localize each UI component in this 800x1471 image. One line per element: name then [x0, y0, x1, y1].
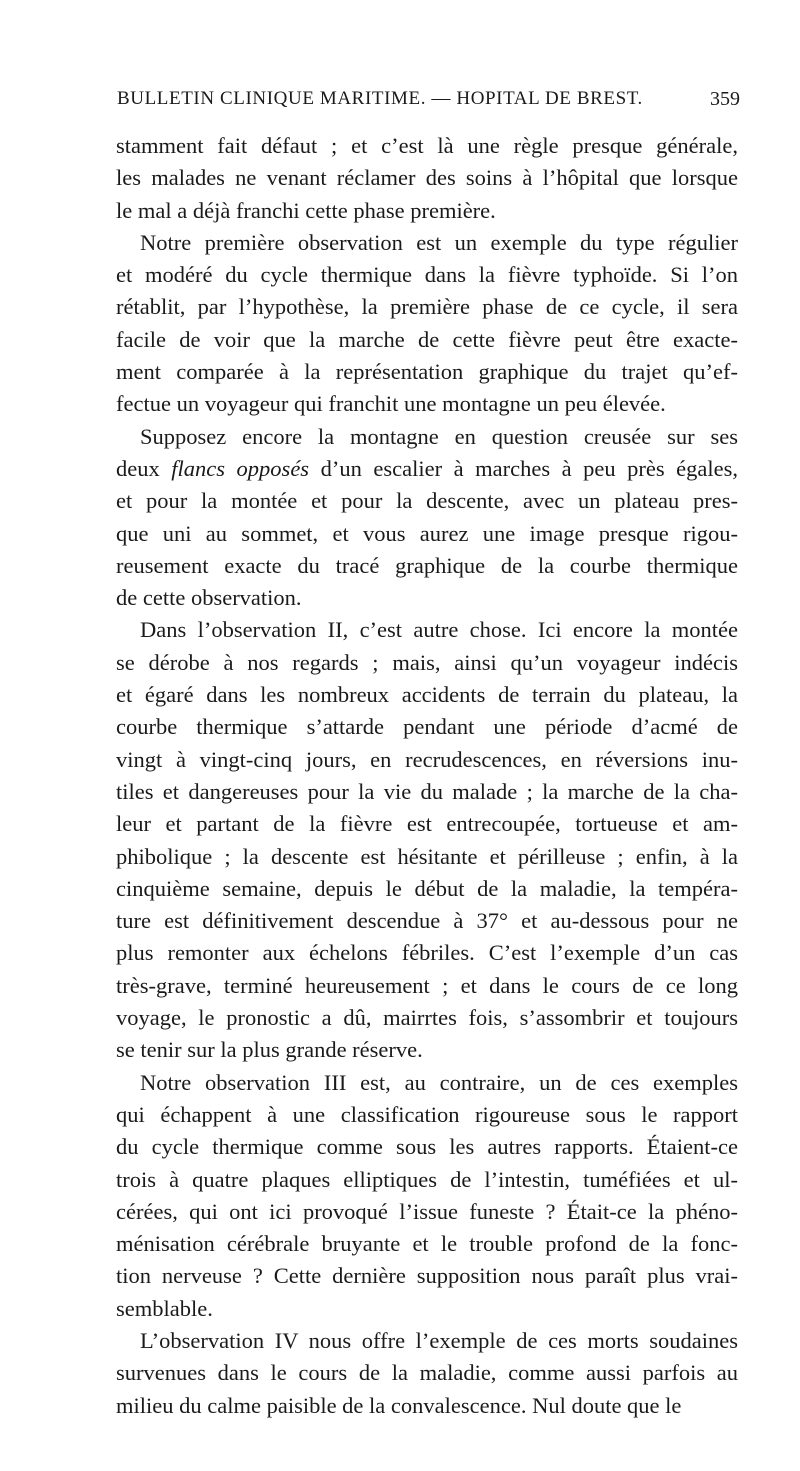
text-line: les malades ne venant réclamer des soins à l’hôpital que lorsque	[116, 165, 738, 191]
text-line: facile de voir que la marche de cette fièvre peut être exacte-	[116, 326, 738, 352]
page-number: 359	[710, 88, 740, 110]
text-line: Notre première observation est un exemple du type régulier	[140, 229, 738, 255]
text-line: de cette observation.	[116, 585, 302, 611]
paragraph	[116, 130, 738, 227]
text-line: courbe thermique s’attarde pendant une période d’acmé de	[116, 714, 738, 740]
text-line: rétablit, par l’hypothèse, la première phase de ce cycle, il sera	[116, 294, 738, 320]
text-line: reusement exacte du tracé graphique de la courbe thermique	[116, 552, 738, 578]
text-line: vingt à vingt-cinq jours, en recrudescences, en réversions inu-	[116, 746, 738, 772]
text-line: et égaré dans les nombreux accidents de terrain du plateau, la	[116, 682, 738, 708]
text-line: survenues dans le cours de la maladie, comme aussi parfois au	[116, 1360, 738, 1386]
text-line: leur et partant de la fièvre est entrecoupée, tortueuse et am-	[116, 811, 738, 837]
running-head: BULLETIN CLINIQUE MARITIME. — HOPITAL DE BREST.	[117, 88, 643, 109]
text-line: phibolique ; la descente est hésitante et périlleuse ; enfin, à la	[116, 843, 738, 869]
text-line: stamment fait défaut ; et c’est là une règle presque générale,	[116, 133, 738, 158]
text-line: se dérobe à nos regards ; mais, ainsi qu’un voyageur indécis	[116, 649, 738, 675]
paragraph	[116, 227, 738, 421]
text-line: voyage, le pronostic a dû, mairrtes fois, s’assombrir et toujours	[116, 1005, 738, 1031]
text-line: ment comparée à la représentation graphique du trajet qu’ef-	[116, 359, 738, 385]
text-line: deux flancs opposés d’un escalier à marches à peu près égales,	[116, 455, 738, 481]
text-line: tiles et dangereuses pour la vie du malade ; la marche de la cha-	[116, 778, 738, 804]
text-line: du cycle thermique comme sous les autres rapports. Étaient-ce	[116, 1134, 738, 1160]
text-line: qui échappent à une classification rigoureuse sous le rapport	[116, 1101, 738, 1127]
paragraph	[116, 614, 738, 1066]
text-line: trois à quatre plaques elliptiques de l’intestin, tuméfiées et ul-	[116, 1166, 738, 1192]
text-line: milieu du calme paisible de la convalescence. Nul doute que le	[116, 1392, 682, 1418]
italic-phrase: flancs opposés	[171, 455, 310, 481]
text-line: se tenir sur la plus grande réserve.	[116, 1037, 423, 1063]
text-line: tion nerveuse ? Cette dernière supposition nous paraît plus vrai-	[116, 1263, 738, 1289]
text-line: le mal a déjà franchi cette phase première.	[116, 197, 496, 223]
text-line: très-grave, terminé heureusement ; et dans le cours de ce long	[116, 972, 738, 998]
page-header	[110, 88, 740, 118]
text-line: Notre observation III est, au contraire, un de ces exemples	[140, 1069, 738, 1095]
text-line: cérées, qui ont ici provoqué l’issue funeste ? Était-ce la phéno-	[116, 1198, 738, 1224]
text-line: et pour la montée et pour la descente, avec un plateau pres-	[116, 488, 738, 514]
text-line: ture est définitivement descendue à 37° et au-dessous pour ne	[116, 908, 738, 934]
paragraph	[116, 1067, 738, 1325]
paragraph	[116, 1325, 738, 1422]
text-line: plus remonter aux échelons fébriles. C’est l’exemple d’un cas	[116, 940, 738, 966]
text-line: Supposez encore la montagne en question creusée sur ses	[140, 423, 738, 449]
text-line: fectue un voyageur qui franchit une montagne un peu élevée.	[116, 391, 666, 417]
text-line: que uni au sommet, et vous aurez une image presque rigou-	[116, 520, 738, 546]
text-line: L’observation IV nous offre l’exemple de ces morts soudaines	[140, 1327, 738, 1353]
text-line: semblable.	[116, 1295, 213, 1321]
text-line: Dans l’observation II, c’est autre chose. Ici encore la montée	[140, 617, 738, 643]
text-line: cinquième semaine, depuis le début de la maladie, la tempéra-	[116, 875, 738, 901]
text-line: et modéré du cycle thermique dans la fièvre typhoïde. Si l’on	[116, 262, 738, 288]
body-text	[116, 130, 738, 1422]
paragraph	[116, 421, 738, 615]
text-line: ménisation cérébrale bruyante et le trouble profond de la fonc-	[116, 1231, 738, 1257]
